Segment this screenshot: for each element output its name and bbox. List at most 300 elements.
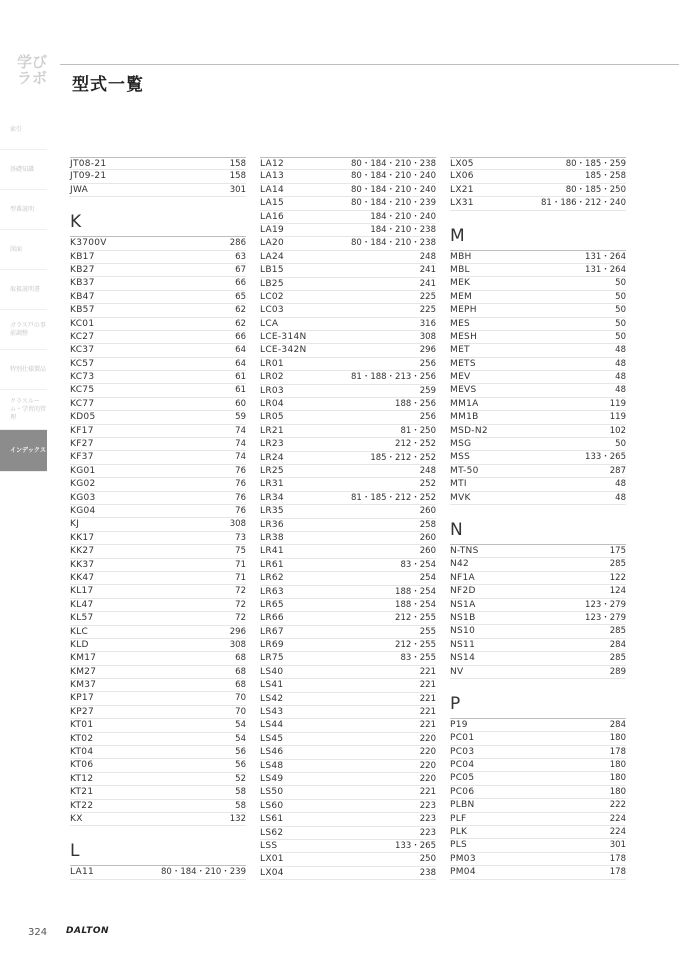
index-row[interactable]	[70, 545, 246, 558]
model-code: PLK	[450, 827, 468, 838]
index-row[interactable]	[450, 438, 626, 451]
page-refs: 224	[609, 827, 626, 838]
page-refs: 73	[235, 532, 246, 543]
index-row[interactable]	[260, 559, 436, 572]
index-row[interactable]	[260, 532, 436, 545]
index-row[interactable]	[260, 264, 436, 277]
page-refs: 62	[235, 305, 246, 316]
index-row[interactable]	[260, 652, 436, 665]
index-row[interactable]	[70, 639, 246, 652]
page-refs: 296	[229, 626, 246, 637]
page-refs: 185・212・252	[370, 452, 436, 463]
index-row[interactable]	[450, 304, 626, 317]
index-row[interactable]	[260, 586, 436, 599]
model-code: PM03	[450, 853, 476, 864]
index-row[interactable]	[260, 719, 436, 732]
model-code: LR02	[260, 372, 284, 383]
model-code: LS62	[260, 827, 284, 838]
index-row[interactable]	[70, 572, 246, 585]
index-row[interactable]	[70, 719, 246, 732]
index-row[interactable]	[260, 800, 436, 813]
page-refs: 72	[235, 586, 246, 597]
index-row[interactable]	[450, 358, 626, 371]
section-letter: N	[450, 519, 463, 540]
page-refs: 76	[235, 465, 246, 476]
page-refs: 74	[235, 439, 246, 450]
index-row[interactable]	[260, 599, 436, 612]
index-row[interactable]	[70, 866, 246, 879]
model-code: PC06	[450, 786, 475, 797]
index-row[interactable]	[260, 840, 436, 853]
index-row[interactable]	[450, 853, 626, 866]
page-refs: 256	[419, 412, 436, 423]
index-row[interactable]	[70, 331, 246, 344]
model-code: LR23	[260, 439, 284, 450]
index-row[interactable]	[260, 733, 436, 746]
model-code: NS1A	[450, 599, 476, 610]
model-code: PC03	[450, 746, 475, 757]
index-row[interactable]	[70, 666, 246, 679]
page-refs: 119	[609, 398, 626, 409]
index-row[interactable]	[70, 318, 246, 331]
index-row[interactable]	[260, 773, 436, 786]
index-row[interactable]	[70, 237, 246, 250]
page-refs: 158	[229, 159, 246, 169]
index-row[interactable]	[260, 385, 436, 398]
index-row[interactable]	[70, 800, 246, 813]
page-refs: 65	[235, 291, 246, 302]
model-code: KK47	[70, 572, 95, 583]
index-row[interactable]	[450, 411, 626, 424]
model-code: LX01	[260, 854, 284, 865]
section-letter: L	[70, 841, 80, 862]
model-code: LR24	[260, 452, 284, 463]
index-row[interactable]	[260, 679, 436, 692]
index-row[interactable]	[260, 304, 436, 317]
model-code: LR41	[260, 546, 284, 557]
index-row[interactable]	[70, 451, 246, 464]
page-refs: 48	[615, 345, 626, 356]
index-row[interactable]	[260, 706, 436, 719]
sidebar-item-4[interactable]: 取扱説明書	[0, 270, 47, 310]
sidebar-item-8[interactable]: インデックス	[0, 430, 47, 472]
page-refs: 259	[419, 385, 436, 396]
page-refs: 220	[419, 760, 436, 771]
page-refs: 76	[235, 479, 246, 490]
index-row[interactable]	[450, 666, 626, 679]
page-refs: 221	[419, 707, 436, 718]
model-code: LA14	[260, 184, 285, 195]
index-row[interactable]	[260, 237, 436, 250]
model-code: KT02	[70, 733, 94, 744]
sidebar-item-1[interactable]: 基礎知識	[0, 150, 47, 190]
model-code: MM1A	[450, 398, 479, 409]
index-row[interactable]	[260, 318, 436, 331]
index-row[interactable]	[70, 157, 246, 170]
model-code: LR65	[260, 599, 284, 610]
index-row[interactable]	[70, 371, 246, 384]
model-code: KC37	[70, 345, 95, 356]
page-refs: 308	[229, 639, 246, 650]
index-row[interactable]	[260, 170, 436, 183]
index-row[interactable]	[450, 572, 626, 585]
model-code: LS43	[260, 707, 284, 718]
model-code: KK27	[70, 546, 95, 557]
index-row[interactable]	[450, 719, 626, 732]
model-code: KG01	[70, 465, 96, 476]
model-code: LR36	[260, 519, 284, 530]
page-refs: 119	[609, 412, 626, 423]
index-row[interactable]	[450, 425, 626, 438]
index-row[interactable]	[450, 344, 626, 357]
page-refs: 66	[235, 278, 246, 289]
index-row[interactable]	[70, 786, 246, 799]
page-refs: 178	[609, 853, 626, 864]
index-row[interactable]	[450, 398, 626, 411]
index-row[interactable]	[260, 344, 436, 357]
index-row[interactable]	[450, 826, 626, 839]
index-row[interactable]	[450, 451, 626, 464]
page-refs: 80・185・250	[565, 184, 626, 195]
model-code: LR63	[260, 586, 284, 597]
page-refs: 74	[235, 425, 246, 436]
model-code: LR62	[260, 573, 284, 584]
page-refs: 48	[615, 358, 626, 369]
index-row[interactable]	[260, 452, 436, 465]
index-row[interactable]	[450, 371, 626, 384]
index-row[interactable]	[70, 184, 246, 197]
index-row[interactable]	[260, 411, 436, 424]
page-refs: 80・184・210・240	[351, 184, 436, 195]
model-code: LA13	[260, 171, 285, 182]
model-code: KLD	[70, 639, 89, 650]
index-row[interactable]	[450, 639, 626, 652]
page-refs: 255	[419, 626, 436, 637]
page-refs: 258	[419, 519, 436, 530]
index-row[interactable]	[450, 251, 626, 264]
index-row[interactable]	[450, 813, 626, 826]
model-code: KB57	[70, 305, 95, 316]
index-row[interactable]	[260, 746, 436, 759]
index-row[interactable]	[70, 559, 246, 572]
page-refs: 220	[419, 747, 436, 758]
model-code: LS45	[260, 733, 284, 744]
sidebar-item-3[interactable]: 図面	[0, 230, 47, 270]
section-letter: K	[70, 212, 82, 233]
index-row[interactable]	[260, 438, 436, 451]
index-row[interactable]	[260, 519, 436, 532]
page-refs: 81・188・213・256	[351, 372, 436, 383]
page-refs: 285	[609, 653, 626, 664]
page-refs: 122	[609, 572, 626, 583]
index-row[interactable]	[70, 652, 246, 665]
sidebar-item-7[interactable]: クラスルーム・学習的管理	[0, 390, 47, 430]
index-row[interactable]	[70, 170, 246, 183]
page-refs: 175	[609, 545, 626, 556]
model-code: LA16	[260, 211, 285, 222]
index-row[interactable]	[450, 558, 626, 571]
index-row[interactable]	[260, 827, 436, 840]
index-row[interactable]	[70, 599, 246, 612]
index-row[interactable]	[260, 184, 436, 197]
index-row[interactable]	[70, 733, 246, 746]
model-code: LB25	[260, 278, 284, 289]
index-row[interactable]	[260, 425, 436, 438]
model-code: LX21	[450, 184, 474, 195]
index-row[interactable]	[260, 331, 436, 344]
index-row[interactable]	[70, 626, 246, 639]
index-row[interactable]	[260, 505, 436, 518]
sidebar-item-0[interactable]: 索引	[0, 110, 47, 150]
model-code: LA12	[260, 159, 285, 169]
index-row[interactable]	[260, 853, 436, 866]
index-row[interactable]	[70, 304, 246, 317]
index-row[interactable]	[70, 411, 246, 424]
model-code: LA24	[260, 251, 285, 262]
index-row[interactable]	[450, 184, 626, 197]
model-code: LC03	[260, 305, 284, 316]
index-row[interactable]	[260, 465, 436, 478]
page-refs: 66	[235, 331, 246, 342]
model-code: LA15	[260, 198, 285, 209]
model-code: LR25	[260, 465, 284, 476]
index-row[interactable]	[70, 291, 246, 304]
model-code: LS40	[260, 666, 284, 677]
page-refs: 284	[609, 639, 626, 650]
model-code: KB17	[70, 251, 95, 262]
index-row[interactable]	[260, 666, 436, 679]
index-row[interactable]	[450, 786, 626, 799]
index-row[interactable]	[260, 626, 436, 639]
index-row[interactable]	[450, 277, 626, 290]
index-row[interactable]	[70, 358, 246, 371]
index-row[interactable]	[450, 759, 626, 772]
index-row[interactable]	[450, 612, 626, 625]
index-row[interactable]	[450, 478, 626, 491]
page-refs: 254	[419, 573, 436, 584]
page-refs: 64	[235, 358, 246, 369]
index-row[interactable]	[70, 692, 246, 705]
model-code: LR69	[260, 640, 284, 651]
model-code: MT-50	[450, 465, 479, 476]
index-row[interactable]	[450, 866, 626, 879]
index-row[interactable]	[260, 211, 436, 224]
brand-logo	[14, 54, 50, 86]
page-refs: 50	[615, 318, 626, 329]
index-row[interactable]	[450, 585, 626, 598]
section-heading	[450, 211, 626, 251]
page-refs: 188・254	[395, 599, 436, 610]
index-row[interactable]	[70, 505, 246, 518]
index-row[interactable]	[450, 170, 626, 183]
model-code: JT09-21	[70, 171, 107, 182]
page-refs: 68	[235, 653, 246, 664]
model-code: LR61	[260, 559, 284, 570]
index-row[interactable]	[450, 384, 626, 397]
model-code: P19	[450, 719, 468, 730]
index-row[interactable]	[450, 652, 626, 665]
index-row[interactable]	[450, 197, 626, 210]
model-code: KD05	[70, 412, 96, 423]
model-code: LSS	[260, 840, 278, 851]
model-code: LA19	[260, 224, 285, 235]
model-code: KT22	[70, 800, 94, 811]
model-code: KF37	[70, 452, 94, 463]
index-row[interactable]	[260, 224, 436, 237]
index-row[interactable]	[450, 264, 626, 277]
model-code: PC01	[450, 733, 475, 744]
page-refs: 133・265	[585, 452, 626, 463]
model-code: LB15	[260, 265, 284, 276]
model-code: KG03	[70, 492, 96, 503]
index-row[interactable]	[450, 545, 626, 558]
model-code: MSD-N2	[450, 425, 488, 436]
index-row[interactable]	[70, 384, 246, 397]
model-code: KC01	[70, 318, 95, 329]
page-refs: 52	[235, 773, 246, 784]
page-number: 324	[28, 927, 48, 938]
model-code: LS46	[260, 747, 284, 758]
model-code: KT12	[70, 773, 94, 784]
sidebar-item-6[interactable]: 特別仕様製品	[0, 350, 47, 390]
page-refs: 60	[235, 398, 246, 409]
index-row[interactable]	[70, 398, 246, 411]
model-code: KM37	[70, 680, 97, 691]
model-code: LA20	[260, 238, 285, 249]
index-row[interactable]	[70, 759, 246, 772]
page-refs: 50	[615, 291, 626, 302]
page-refs: 50	[615, 439, 626, 450]
index-row[interactable]	[70, 706, 246, 719]
index-row[interactable]	[450, 157, 626, 170]
model-code: KB27	[70, 264, 95, 275]
page-refs: 256	[419, 358, 436, 369]
index-row[interactable]	[450, 599, 626, 612]
page-refs: 188・256	[395, 399, 436, 410]
index-row[interactable]	[70, 773, 246, 786]
index-row[interactable]	[70, 478, 246, 491]
index-row[interactable]	[70, 277, 246, 290]
sidebar-item-5[interactable]: ガラス戸の事前調整	[0, 310, 47, 350]
model-code: LX31	[450, 198, 474, 209]
index-row[interactable]	[450, 465, 626, 478]
index-row[interactable]	[260, 278, 436, 291]
index-row[interactable]	[70, 264, 246, 277]
index-row[interactable]	[260, 371, 436, 384]
model-code: MEM	[450, 291, 473, 302]
index-row[interactable]	[260, 545, 436, 558]
index-row[interactable]	[450, 799, 626, 812]
index-row[interactable]	[260, 291, 436, 304]
page-refs: 131・264	[585, 264, 626, 275]
model-code: KC57	[70, 358, 95, 369]
index-row[interactable]	[260, 786, 436, 799]
page-refs: 221	[419, 680, 436, 691]
index-row[interactable]	[70, 532, 246, 545]
model-code: MEV	[450, 372, 471, 383]
page-refs: 56	[235, 747, 246, 758]
model-code: KP17	[70, 693, 94, 704]
index-row[interactable]	[450, 291, 626, 304]
index-row[interactable]	[260, 358, 436, 371]
model-code: MEK	[450, 278, 471, 289]
index-row[interactable]	[260, 251, 436, 264]
model-code: LS42	[260, 693, 284, 704]
model-code: LR75	[260, 653, 284, 664]
footer-brand-logo: DALTON	[66, 926, 110, 936]
index-row[interactable]	[70, 344, 246, 357]
model-code: LR38	[260, 532, 284, 543]
index-row[interactable]	[70, 585, 246, 598]
index-row[interactable]	[70, 492, 246, 505]
model-code: KG04	[70, 505, 96, 516]
page-refs: 222	[609, 800, 626, 811]
model-code: METS	[450, 358, 476, 369]
index-row[interactable]	[450, 732, 626, 745]
model-code: KC77	[70, 398, 95, 409]
index-row[interactable]	[70, 518, 246, 531]
index-row[interactable]	[260, 478, 436, 491]
model-code: KT01	[70, 720, 94, 731]
index-row[interactable]	[260, 639, 436, 652]
index-row[interactable]	[450, 625, 626, 638]
model-code: LCE-342N	[260, 345, 307, 356]
index-row[interactable]	[260, 813, 436, 826]
model-code: KG02	[70, 479, 96, 490]
model-code: LR35	[260, 506, 284, 517]
index-row[interactable]	[260, 157, 436, 170]
section-heading	[70, 197, 246, 237]
model-code: LS50	[260, 787, 284, 798]
logo-line-2: ラボ	[16, 69, 47, 87]
page-refs: 81・185・212・252	[351, 492, 436, 503]
index-row[interactable]	[260, 572, 436, 585]
model-code: NF2D	[450, 586, 476, 597]
page-refs: 64	[235, 345, 246, 356]
index-row[interactable]	[70, 251, 246, 264]
index-row[interactable]	[450, 331, 626, 344]
index-row[interactable]	[260, 197, 436, 210]
section-letter: P	[450, 693, 461, 714]
page-refs: 260	[419, 506, 436, 517]
index-row[interactable]	[450, 492, 626, 505]
index-row[interactable]	[260, 492, 436, 505]
page-refs: 241	[419, 278, 436, 289]
index-row[interactable]	[260, 867, 436, 880]
page-refs: 59	[235, 412, 246, 423]
index-row[interactable]	[450, 318, 626, 331]
index-row[interactable]	[70, 813, 246, 826]
index-row[interactable]	[450, 839, 626, 852]
index-row[interactable]	[70, 425, 246, 438]
index-row[interactable]	[450, 772, 626, 785]
index-row[interactable]	[70, 679, 246, 692]
sidebar-item-2[interactable]: 型番説明	[0, 190, 47, 230]
index-row[interactable]	[70, 465, 246, 478]
page-refs: 102	[609, 425, 626, 436]
index-row[interactable]	[260, 398, 436, 411]
index-row[interactable]	[450, 746, 626, 759]
index-row[interactable]	[70, 612, 246, 625]
index-row[interactable]	[260, 760, 436, 773]
index-row[interactable]	[260, 612, 436, 625]
page-refs: 48	[615, 492, 626, 503]
index-row[interactable]	[70, 438, 246, 451]
model-code: PC04	[450, 760, 475, 771]
index-row[interactable]	[260, 693, 436, 706]
index-row[interactable]	[70, 746, 246, 759]
page-refs: 248	[419, 251, 436, 262]
